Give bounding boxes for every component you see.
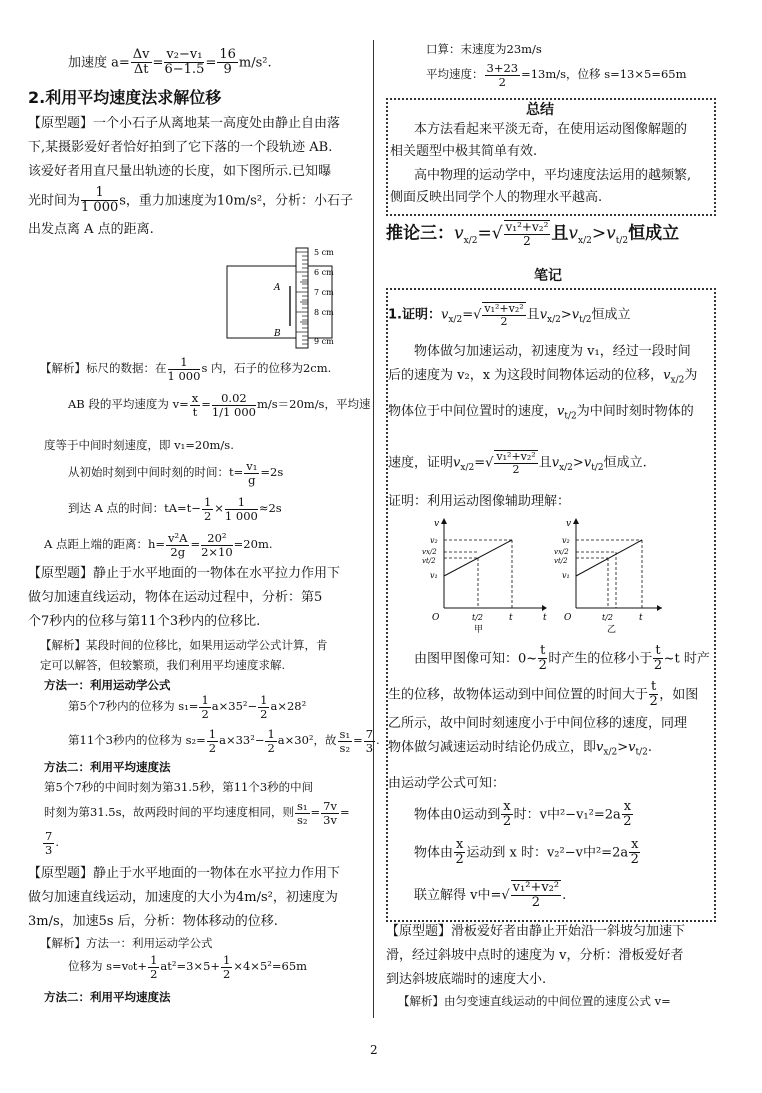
proof-line9: 乙所示，故中间时刻速度小于中间位移的速度，同理	[388, 716, 688, 731]
problem2-line1: 【原型题】静止于水平地面的一物体在水平拉力作用下	[28, 566, 341, 581]
ruler	[296, 248, 308, 348]
ruler-mark-7: 7 cm	[314, 288, 334, 297]
proof-line3: 后的速度为 v₂，x 为这段时间物体运动的位移，$v_{x/2}$为	[388, 368, 698, 386]
svg-text:t: t	[543, 613, 547, 623]
proof-line12: 物体由0运动到 $\frac{x}{2}$ 时：v中²−v₁²=2a $\frac{x}{2}$	[414, 799, 632, 830]
svg-text:v₁: v₁	[430, 571, 438, 580]
average-velocity: 平均速度： $\frac{3+23}{2}$ =13m/s，位移 s=13×5=65m	[426, 61, 687, 89]
proof-line13: 物体由 $\frac{x}{2}$ 运动到 x 时：v₂²−v中²=2a $\frac{x}{2}$	[414, 837, 639, 868]
svg-text:v: v	[566, 519, 572, 529]
answer3-method2: 方法二：利用平均速度法	[44, 990, 171, 1004]
proof-line14: 联立解得 v中=√ $\frac{\text{v₁²+v₂²}}{2}$ .	[414, 880, 567, 911]
ruler-mark-8: 8 cm	[314, 308, 334, 317]
problem1-line1: 【原型题】一个小石子从离地某一高度处由静止自由落	[28, 116, 341, 131]
problem2-line2: 做匀加速直线运动，物体在运动过程中，分析：第5	[28, 590, 323, 605]
mental-calc: 口算：末速度为23m/s	[426, 42, 542, 56]
svg-text:t/2: t/2	[472, 613, 483, 622]
problem3-line3: 3m/s，加速5s 后，分析：物体移动的位移.	[28, 914, 278, 929]
label-b: B	[274, 329, 281, 339]
column-divider	[373, 40, 374, 1018]
answer3-line1: 【解析】方法一：利用运动学公式	[40, 936, 213, 950]
summary-line3: 高中物理的运动学中，平均速度法运用的越频繁,	[414, 168, 692, 183]
label-a: A	[274, 283, 281, 293]
method2-label: 方法二：利用平均速度法	[44, 760, 171, 774]
answer3-line2: 位移为 s=v₀t+ $\frac{1}{2}$ at²=3×5+ $\frac{1}{2}$ ×4×5²=65m	[68, 953, 308, 981]
solution1-line2: AB 段的平均速度为 v= $\frac{x}{t}$ = $\frac{0.02}{1/1 000}$ m/s＝20m/s，平均速	[68, 391, 371, 419]
problem3-line2: 做匀加速直线运动，加速度的大小为4m/s²，初速度为	[28, 890, 338, 905]
inference-three-heading: 推论三：$v_{x/2}=√$ $\frac{\text{v₁²+v₂²}}{2}$ 且$v_{x/2}>v_{t/2}$恒成立	[386, 220, 680, 249]
proof-line8: 生的位移，故物体运动到中间位置的时间大于 $\frac{t}{2}$ ，如图	[388, 679, 699, 710]
proof-line11: 由运动学公式可知：	[388, 776, 506, 791]
graph-right-label: 乙	[607, 625, 617, 634]
problem3-line1: 【原型题】静止于水平地面的一物体在水平拉力作用下	[28, 866, 341, 881]
solution1-line6: A 点距上端的距离：h= $\frac{\text{v²A}}{2g}$ = $\frac{\text{20²}}{2\times 10}$ =20m.	[44, 531, 273, 559]
svg-text:v₂: v₂	[430, 536, 438, 545]
svg-text:vx/2: vx/2	[554, 548, 569, 556]
ruler-mark-9: 9 cm	[314, 337, 334, 346]
proof-line6: 证明：利用运动图像辅助理解：	[388, 494, 571, 509]
problem4-line1: 【原型题】滑板爱好者由静止开始沿一斜坡匀加速下	[386, 924, 686, 939]
svg-text:v: v	[434, 519, 440, 529]
answer2-line1: 【解析】某段时间的位移比，如果用运动学公式计算，肯	[40, 638, 328, 652]
svg-text:t: t	[639, 613, 643, 623]
svg-text:O: O	[432, 613, 440, 623]
method2-line1: 第5个7秒的中间时刻为第31.5秒，第11个3秒的中间	[44, 780, 314, 794]
ruler-mark-5: 5 cm	[314, 248, 334, 257]
problem1-line2: 下,某摄影爱好者恰好拍到了它下落的一个段轨迹 AB.	[28, 140, 333, 155]
problem1-line4: 光时间为 $\frac{1}{1 000}$ s，重力加速度为10m/s²，分析：小石子	[28, 185, 354, 216]
svg-text:vt/2: vt/2	[422, 557, 436, 565]
svg-text:O: O	[564, 613, 572, 623]
method1-label: 方法一：利用运动学公式	[44, 678, 171, 692]
graph-left	[422, 518, 547, 634]
proof-line4: 物体位于中间位置时的速度，$v_{t/2}$为中间时刻时物体的	[388, 404, 694, 422]
proof-line10: 物体做匀减速运动时结论仍成立，即$v_{x/2}>v_{t/2}$.	[388, 740, 652, 758]
method1-eq2: 第11个3秒内的位移为 s₂= $\frac{1}{2}$ a×33²− $\frac{1}{2}$ a×30²，故 $\frac{\text{s₁}}{\text{s₂}}$ = $\frac{7}{3}$ .	[68, 727, 380, 755]
svg-text:t: t	[509, 613, 513, 623]
solution1-line4: 从初始时刻到中间时刻的时间：t= $\frac{\text{v₁}}{g}$ =2s	[68, 459, 284, 487]
svg-text:vt/2: vt/2	[554, 557, 568, 565]
answer2-line2: 定可以解答，但较繁琐，我们利用平均速度求解.	[40, 658, 286, 672]
svg-text:v₂: v₂	[562, 536, 570, 545]
problem1-line3: 该爱好者用直尺量出轨迹的长度，如下图所示.已知曝	[28, 164, 332, 179]
vt-graphs	[416, 516, 666, 634]
proof-line7: 由图甲图像可知：0~ $\frac{t}{2}$ 时产生的位移小于 $\frac{t}{2}$ ~t 时产	[414, 643, 710, 674]
proof-line5: 速度，证明$v_{x/2}=√$ $\frac{\text{v₁²+v₂²}}{2}$ 且$v_{x/2}>v_{t/2}$恒成立.	[388, 450, 647, 477]
section-heading-2: 2.利用平均速度法求解位移	[28, 88, 222, 107]
solution1-line5: 到达 A 点的时间：tA=t− $\frac{1}{2}$ × $\frac{1}{1 000}$ ≈2s	[68, 495, 282, 523]
summary-line4: 侧面反映出同学个人的物理水平越高.	[390, 190, 603, 205]
method2-line2: 时刻为第31.5s，故两段时间的平均速度相同，则 $\frac{\text{s₁}}{\text{s₂}}$ = $\frac{7v}{3v}$ =	[44, 799, 350, 827]
svg-text:v₁: v₁	[562, 571, 570, 580]
proof-line1: 1.证明：$v_{x/2}=√$ $\frac{\text{v₁²+v₂²}}{2}$ 且$v_{x/2}>v_{t/2}$恒成立	[388, 302, 631, 329]
problem4-line2: 滑，经过斜坡中点时的速度为 v，分析：滑板爱好者	[386, 948, 684, 963]
summary-line1: 本方法看起来平淡无奇，在使用运动图像解题的	[414, 122, 688, 137]
page-number: 2	[370, 1043, 378, 1057]
method2-line3: $\frac{7}{3}$ .	[45, 829, 59, 857]
ruler-diagram	[224, 240, 364, 352]
solution1-line3: 度等于中间时刻速度，即 v₁=20m/s.	[44, 438, 234, 452]
summary-title: 总结	[526, 102, 554, 118]
solution1-line1: 【解析】标尺的数据：在 $\frac{1}{1 000}$ s 内，石子的位移为2cm.	[40, 355, 332, 383]
summary-line2: 相关题型中极其简单有效.	[390, 144, 538, 159]
notes-title: 笔记	[534, 268, 562, 284]
graph-left-label: 甲	[474, 625, 484, 634]
ruler-mark-6: 6 cm	[314, 268, 334, 277]
problem2-line3: 个7秒内的位移与第11个3秒内的位移比.	[28, 614, 261, 629]
proof-line2: 物体做匀加速运动，初速度为 v₁，经过一段时间	[414, 344, 691, 359]
problem4-line3: 到达斜坡底端时的速度大小.	[386, 972, 547, 987]
problem1-line5: 出发点离 A 点的距离.	[28, 222, 154, 237]
svg-text:t/2: t/2	[602, 613, 613, 622]
svg-text:vx/2: vx/2	[422, 548, 437, 556]
problem4-solution: 【解析】由匀变速直线运动的中间位置的速度公式 v=	[398, 994, 671, 1008]
method1-eq1: 第5个7秒内的位移为 s₁= $\frac{1}{2}$ a×35²− $\frac{1}{2}$ a×28²	[68, 693, 307, 721]
accel-formula: 加速度 a= $\frac{\Delta v}{\Delta t}$ = $\frac{\text{v₂−v₁}}{6-1.5}$ = $\frac{16}{9}$ m/s².	[68, 47, 272, 78]
graph-right	[554, 518, 662, 634]
